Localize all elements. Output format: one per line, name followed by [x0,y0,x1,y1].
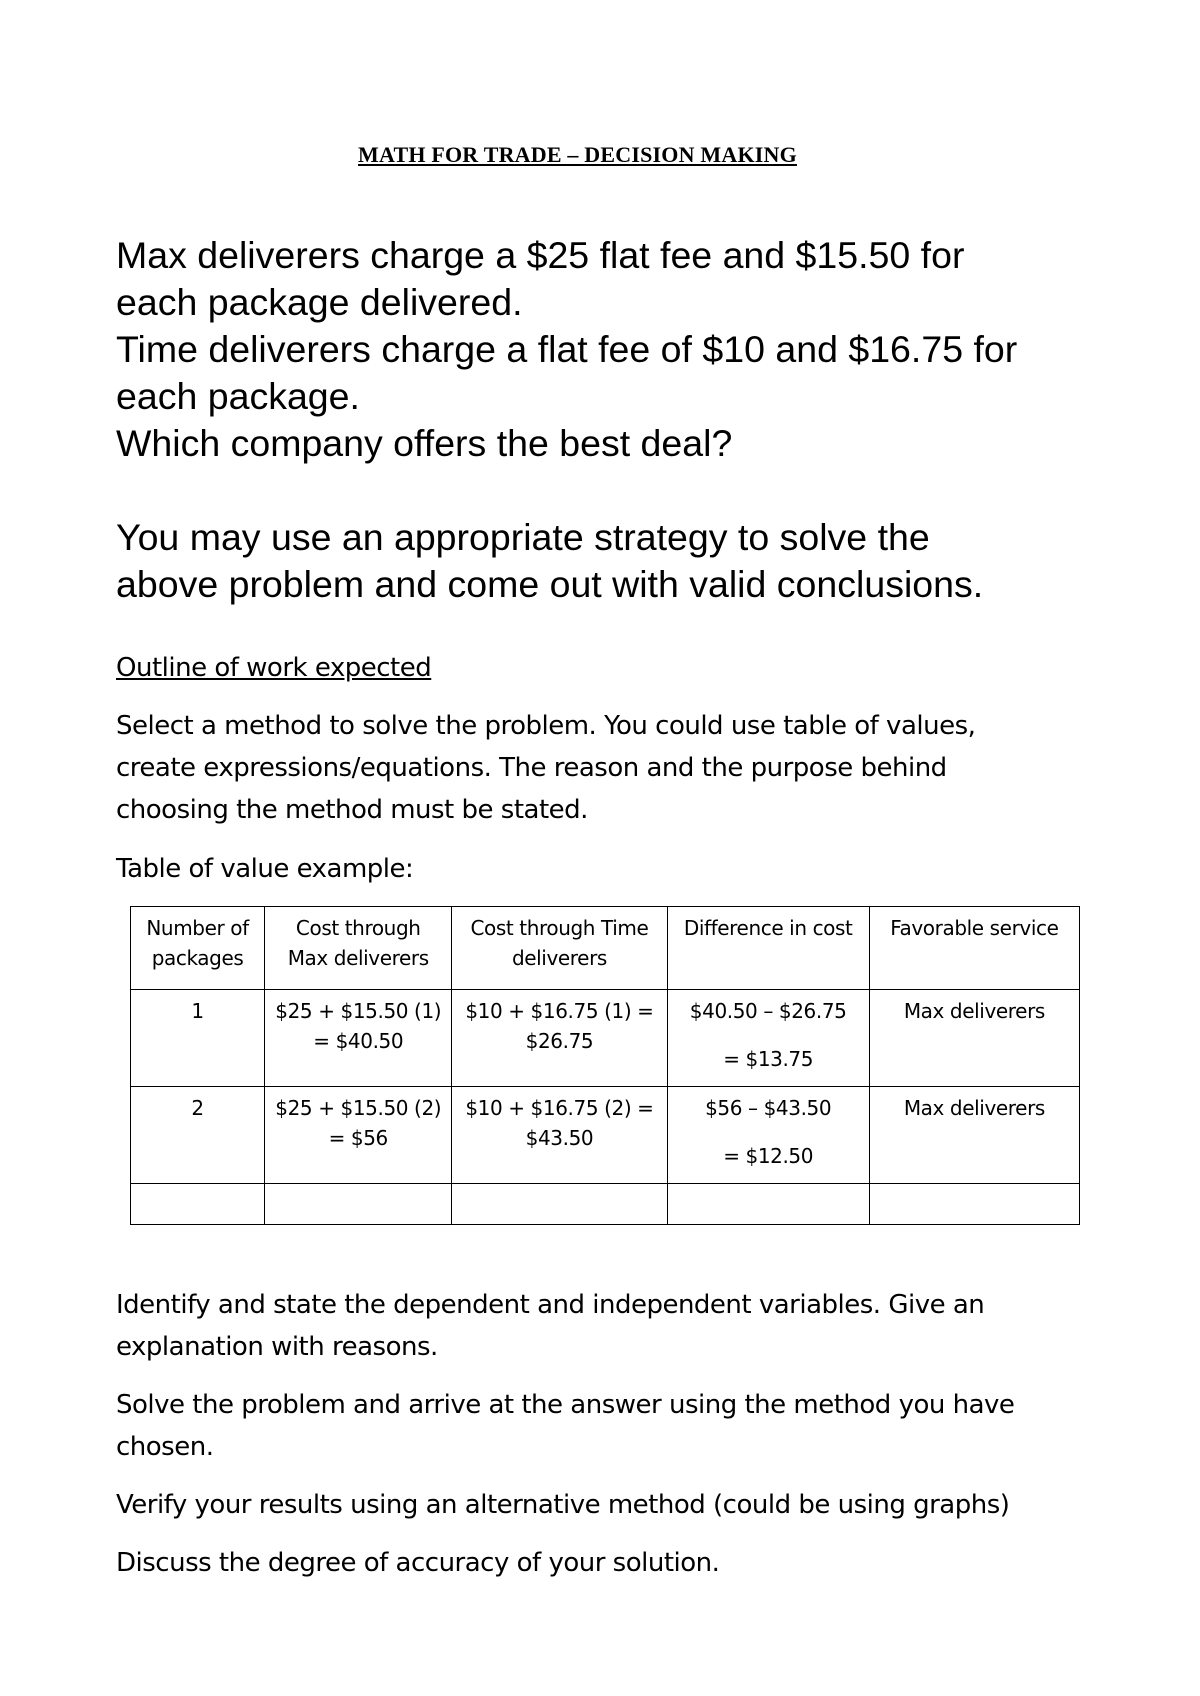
header-favorable: Favorable service [869,907,1079,990]
cell-packages: 2 [131,1087,265,1184]
empty-cell [667,1184,869,1225]
problem-line: Max deliverers charge a $25 flat fee and $15.50 for [116,234,965,276]
task-line: chosen. [116,1432,214,1462]
table-header-row [131,907,1080,990]
document-title: MATH FOR TRADE – DECISION MAKING [358,142,797,167]
table-label: Table of value example: [116,854,414,884]
header-cost-time: Cost through Time deliverers [452,907,667,990]
empty-cell [452,1184,667,1225]
cell-max-cost: $25 + $15.50 (1) = $40.50 [265,990,452,1087]
strategy-line: above problem and come out with valid conclusions. [116,563,984,605]
header-cost-max: Cost through Max deliverers [265,907,452,990]
cell-packages: 1 [131,990,265,1087]
header-number-of-packages: Number of packages [131,907,265,990]
cell-time-cost: $10 + $16.75 (2) = $43.50 [452,1087,667,1184]
outline-heading: Outline of work expected [116,653,432,683]
method-instructions [116,705,1116,831]
table-of-values [130,906,1080,1225]
table-row [131,1087,1080,1184]
cell-max-cost: $25 + $15.50 (2) = $56 [265,1087,452,1184]
task-line: Identify and state the dependent and independent variables. Give an [116,1290,985,1320]
empty-cell [869,1184,1079,1225]
problem-line: Time deliverers charge a flat fee of $10 and $16.75 for [116,328,1018,370]
task-line: Discuss the degree of accuracy of your solution. [116,1548,720,1578]
verify-task [116,1484,1116,1526]
empty-cell [265,1184,452,1225]
cell-difference: $56 – $43.50 = $12.50 [667,1087,869,1184]
task-line: explanation with reasons. [116,1332,438,1362]
variables-task [116,1284,1116,1368]
problem-question: Which company offers the best deal? [116,422,733,464]
method-line: create expressions/equations. The reason and the purpose behind [116,753,947,783]
method-line: Select a method to solve the problem. You could use table of values, [116,711,976,741]
cell-favorable: Max deliverers [869,990,1079,1087]
problem-line: each package. [116,375,360,417]
method-line: choosing the method must be stated. [116,795,588,825]
header-difference: Difference in cost [667,907,869,990]
strategy-line: You may use an appropriate strategy to solve the [116,516,930,558]
problem-line: each package delivered. [116,281,523,323]
empty-cell [131,1184,265,1225]
problem-statement [116,232,1186,608]
outline-section [116,647,1116,689]
task-line: Verify your results using an alternative method (could be using graphs) [116,1490,1010,1520]
table-row-empty [131,1184,1080,1225]
table-row [131,990,1080,1087]
solve-task [116,1384,1116,1468]
accuracy-task [116,1542,1116,1584]
table-label-block [116,848,1116,890]
cell-time-cost: $10 + $16.75 (1) = $26.75 [452,990,667,1087]
cell-difference: $40.50 – $26.75 = $13.75 [667,990,869,1087]
task-line: Solve the problem and arrive at the answer using the method you have [116,1390,1015,1420]
cell-favorable: Max deliverers [869,1087,1079,1184]
